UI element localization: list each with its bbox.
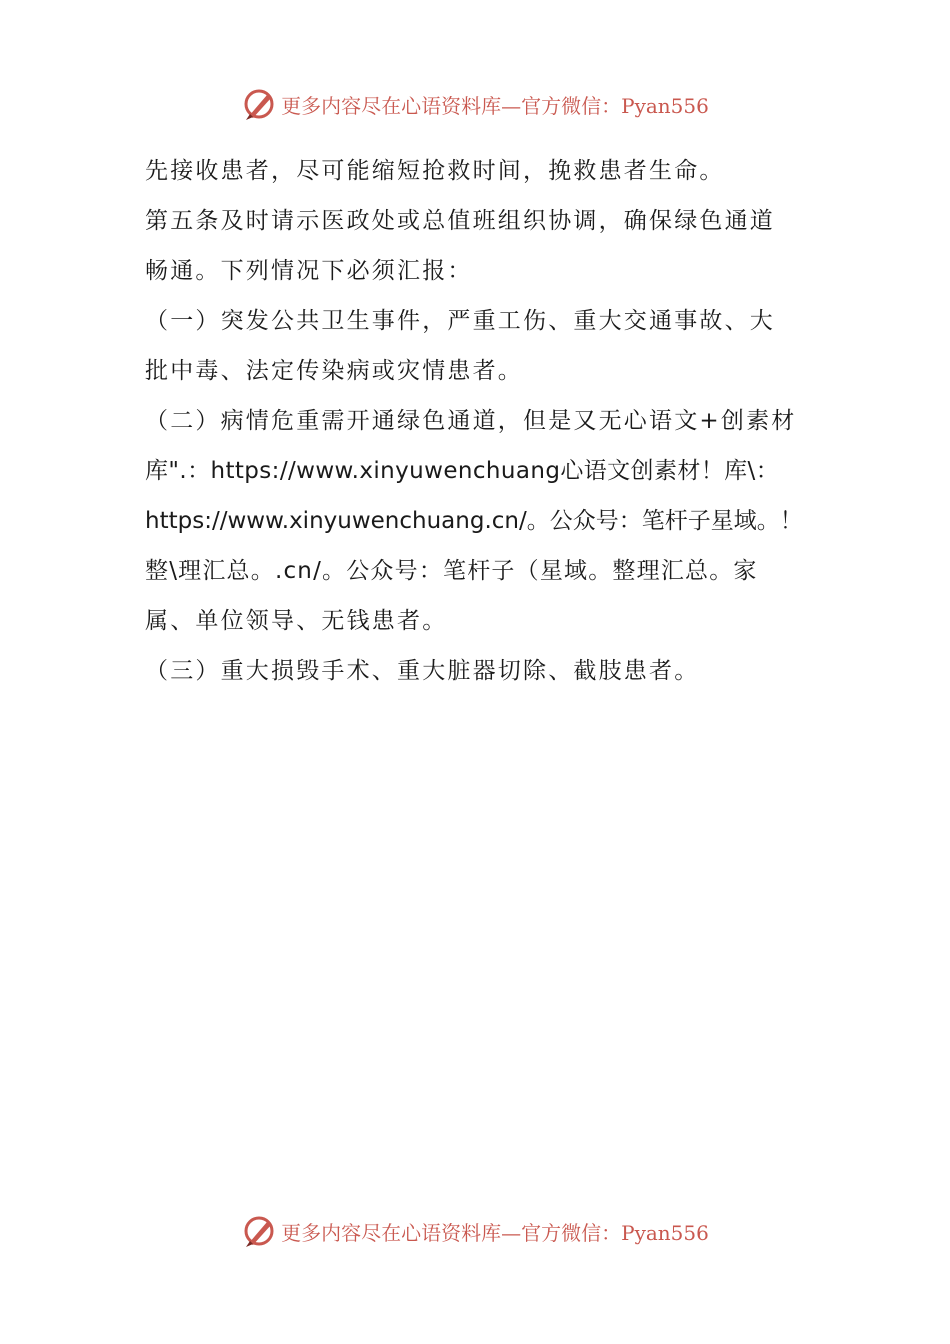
body-line: 属、单位领导、无钱患者。 xyxy=(145,608,448,634)
body-line: （一）突发公共卫生事件，严重工伤、重大交通事故、大 xyxy=(145,308,775,334)
body-line: 整\理汇总。.cn/。公众号：笔杆子（星域。整理汇总。家 xyxy=(145,558,758,584)
header-banner xyxy=(0,84,950,124)
pen-logo-icon xyxy=(241,86,277,122)
header-banner-text: 更多内容尽在心语资料库—官方微信：Pyan556 xyxy=(281,93,709,118)
body-line: 库".：https://www.xinyuwenchuang心语文创素材！库\： xyxy=(145,458,780,484)
body-line: 第五条及时请示医政处或总值班组织协调，确保绿色通道 xyxy=(145,208,775,234)
document-body xyxy=(145,146,810,696)
footer-banner xyxy=(0,1211,950,1251)
body-line: 批中毒、法定传染病或灾情患者。 xyxy=(145,358,523,384)
body-line: （二）病情危重需开通绿色通道，但是又无心语文+创素材 xyxy=(145,408,797,434)
body-line: 先接收患者，尽可能缩短抢救时间，挽救患者生命。 xyxy=(145,158,725,184)
body-line: （三）重大损毁手术、重大脏器切除、截肢患者。 xyxy=(145,658,700,684)
footer-banner-text: 更多内容尽在心语资料库—官方微信：Pyan556 xyxy=(281,1220,709,1245)
pen-logo-icon xyxy=(241,1213,277,1249)
body-line: https://www.xinyuwenchuang.cn/。公众号：笔杆子星域。！ xyxy=(145,508,803,534)
body-line: 畅通。下列情况下必须汇报： xyxy=(145,258,473,284)
